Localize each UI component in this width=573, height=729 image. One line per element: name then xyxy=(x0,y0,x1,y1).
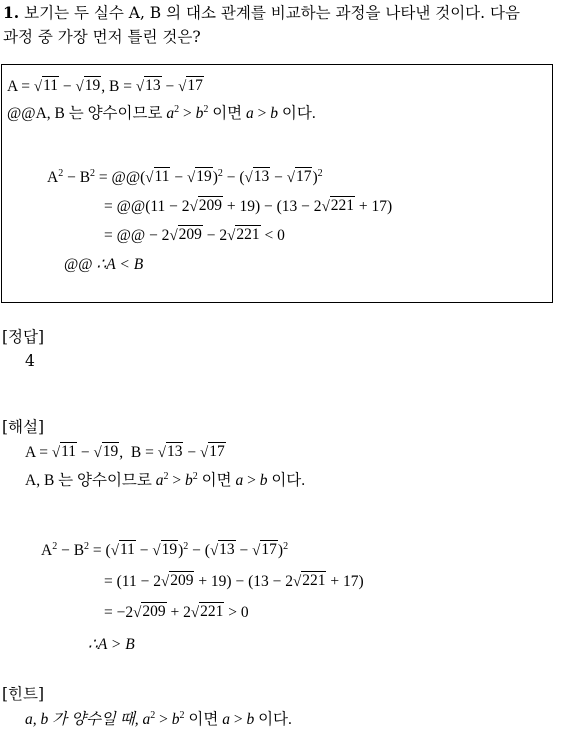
hint-label: [힌트] xyxy=(2,685,45,703)
explanation-step-2: = (11 − 2 √ 209 + 19) − (13 − 2 √ 221 + 17) xyxy=(104,572,364,590)
box-step-2: = @@(11 − 2 √ 209 + 19) − (13 − 2 √ 221 + 17) xyxy=(104,197,393,215)
explanation-definition: A = √ 11 − √ 19 , B = √ 13 − √ 17 xyxy=(25,443,225,461)
question-line-1 xyxy=(3,1,520,25)
hint-text: a, b 가 양수일 때, $a^2 > b^2$ 이면 a > b 이다. xyxy=(25,710,292,728)
sqrt-17: √ 17 xyxy=(178,77,203,95)
sqrt-11: √ 11 xyxy=(33,77,59,95)
sqrt-13: √ 13 xyxy=(135,77,161,95)
box-premise: @@A, B 는 양수이므로 $a^2 > b^2$ 이면 a > b 이다. xyxy=(7,104,316,122)
explanation-step-1: $A^2 - B^2$ = ( √ 11 − √ 19 )$^2$ − ( √ 13 − √ 17 )$^2$ xyxy=(41,540,289,559)
question-text-1: 보기는 두 실수 A, B 의 대소 관계를 비교하는 과정을 나타낸 것이다. 다음 xyxy=(24,4,520,22)
box-definition: A = √ 11 − √ 19 , B = √ 13 − √ 17 xyxy=(7,77,203,95)
box-step-1: $A^2 - B^2$ = @@( √ 11 − √ 19 )$^2$ − ( √ 13 − √ 17 )$^2$ xyxy=(47,167,323,186)
question-number: 1. xyxy=(3,3,20,22)
step-marker: @@ xyxy=(7,105,36,122)
explanation-step-3: = −2 √ 209 + 2 √ 221 > 0 xyxy=(104,603,249,621)
answer-label: [정답] xyxy=(2,328,45,346)
explanation-conclusion: ∴A > B xyxy=(88,636,135,653)
answer-value: 4 xyxy=(25,352,35,370)
sqrt-19: √ 19 xyxy=(75,77,101,95)
box-step-3: = @@ − 2 √ 209 − 2 √ 221 < 0 xyxy=(104,226,285,244)
box-conclusion: @@ ∴A < B xyxy=(64,256,144,273)
question-line-2: 과정 중 가장 먼저 틀린 것은? xyxy=(3,28,201,46)
explanation-label: [해설] xyxy=(2,418,45,436)
explanation-premise: A, B 는 양수이므로 $a^2 > b^2$ 이면 a > b 이다. xyxy=(25,471,306,489)
